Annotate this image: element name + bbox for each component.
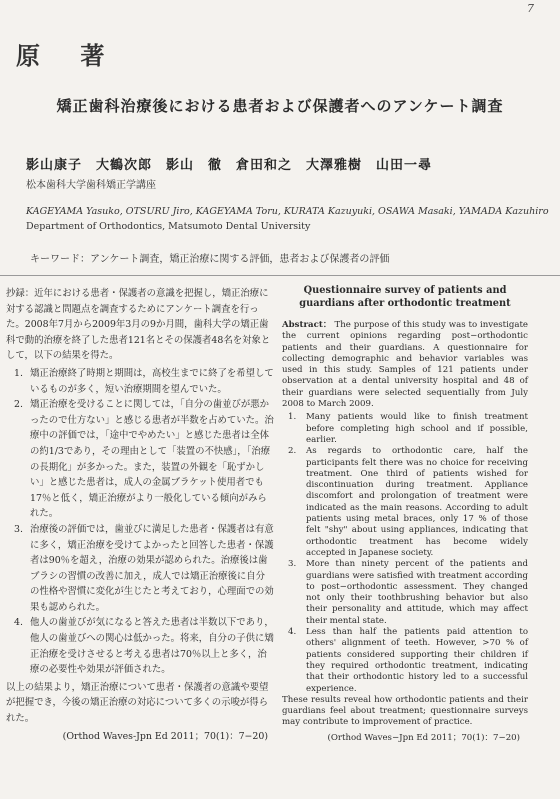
keywords-jp: キーワード：アンケート調査，矯正治療に関する評価，患者および保護者の評価 [30,254,390,265]
affiliation-jp: 松本歯科大学歯科矯正学講座 [26,180,156,191]
en-title: Questionnaire survey of patients and guardians after orthodontic treatment [299,285,511,309]
abstract-label: Abstract： [282,320,332,330]
page-number: 7 [527,2,534,15]
en-citation: (Orthod Waves−Jpn Ed 2011；70(1)：7−20) [327,732,520,743]
jp-result-item: 2. 矯正治療を受けることに関しては，「自分の歯並びが悪かったので仕方ない」と感じる患者が半数を占めていた。治療中の評価では，「途中でやめたい」と感じた患者は全体の約1/3であり，その理由として「装置の不快感」，「治療の長期化」が多かった。また，装置の外観を「恥ずかしい」と感じた患者は，成人の金属ブラケット使用者でも17％と低く，矯正治療がより一般化している傾向がみられた。 [14,399,274,520]
authors-en: KAGEYAMA Yasuko, OTSURU Jiro, KAGEYAMA Toru, KURATA Kazuyuki, OSAWA Masaki, YAMADA Kazuhiro [26,206,549,217]
article-title-jp: 矯正歯科治療後における患者および保護者へのアンケート調査 [56,97,504,115]
en-conclusion: These results reveal how orthodontic patients and their guardians feel about treatment; questionnaire surveys may contribute to improvement of practice. [282,694,528,728]
jp-results-list [6,366,274,678]
jp-abstract-intro: 抄録：近年における患者・保護者の意識を把握し，矯正治療に対する認識と問題点を調査するためにアンケート調査を行った。2008年7月から2009年3月の9か月間，歯科大学の矯正歯科で動的治療を終了した患者121名とその保護者48名を対象として，以下の結果を得た。 [6,288,271,362]
section-divider [0,275,560,276]
en-result-item: 1. Many patients would like to finish treatment before completing high school and if possible, earlier. [288,412,528,445]
jp-conclusion: 以上の結果より，矯正治療について患者・保護者の意識や要望が把握でき，今後の矯正治療の対応について多くの示唆が得られた。 [6,681,269,725]
authors-jp: 影山康子 大鶴次郎 影山 徹 倉田和之 大澤雅樹 山田一尋 [26,158,433,173]
jp-citation: (Orthod Waves-Jpn Ed 2011；70(1)：7−20) [62,730,268,742]
en-results-list [282,412,528,694]
affiliation-en: Department of Orthodontics, Matsumoto Dental University [26,221,311,232]
en-result-item: 4. Less than half the patients paid attention to others' alignment of teeth. However, >70 % of patients considered supporting their children if they required orthodontic treatment, indicating that their orthodontic history led to a successful experience. [288,627,528,694]
en-abstract-intro: Abstract： The purpose of this study was to investigate the current opinions regarding post−orthodontic patients and their guardians. A questionnaire for collecting demographic and behavior variables was used in this study. Samples of 121 patients under observation at a dental university hospital and 48 of their guardians were selected sequentially from July 2008 to March 2009. [282,320,528,410]
en-result-item: 3. More than ninety percent of the patients and guardians were satisfied with treatment according to post−orthodontic assessment. They changed not only their toothbrushing behavior but also their personality and attitude, which may affect their mental state. [288,559,528,626]
en-abstract [282,284,528,744]
jp-result-item: 3. 治療後の評価では，歯並びに満足した患者・保護者は有意に多く，矯正治療を受けてよかったと回答した患者・保護者は90％を超え，治療の効果が認められた。治療後は歯ブラシの習慣の改善に加え，成人では矯正治療後に自分の性格や習慣に変化が生じたと考えており，心理面での効果も認められた。 [14,523,274,613]
jp-result-item: 1. 矯正治療終了時期と期間は，高校生までに終了を希望しているものが多く，短い治療期間を望んでいた。 [14,367,274,395]
jp-result-item: 4. 他人の歯並びが気になると答えた患者は半数以下であり，他人の歯並びへの関心は低かった。将来，自分の子供に矯正治療を受けさせると考える患者は70％以上と多く，治療の必要性や効果が評価された。 [14,617,274,676]
section-title: 原 著 [16,41,121,70]
en-result-item: 2. As regards to orthodontic care, half the participants felt there was no choice for receiving treatment. One third of patients wished for discontinuation during treatment. Appliance discomfort and prolongation of treatment were indicated as the main reasons. According to adult patients using metal braces, only 17 % of those felt "shy" about using appliances, indicating that orthodontic treatment has become widely accepted in Japanese society. [288,446,528,558]
jp-abstract [6,286,274,744]
